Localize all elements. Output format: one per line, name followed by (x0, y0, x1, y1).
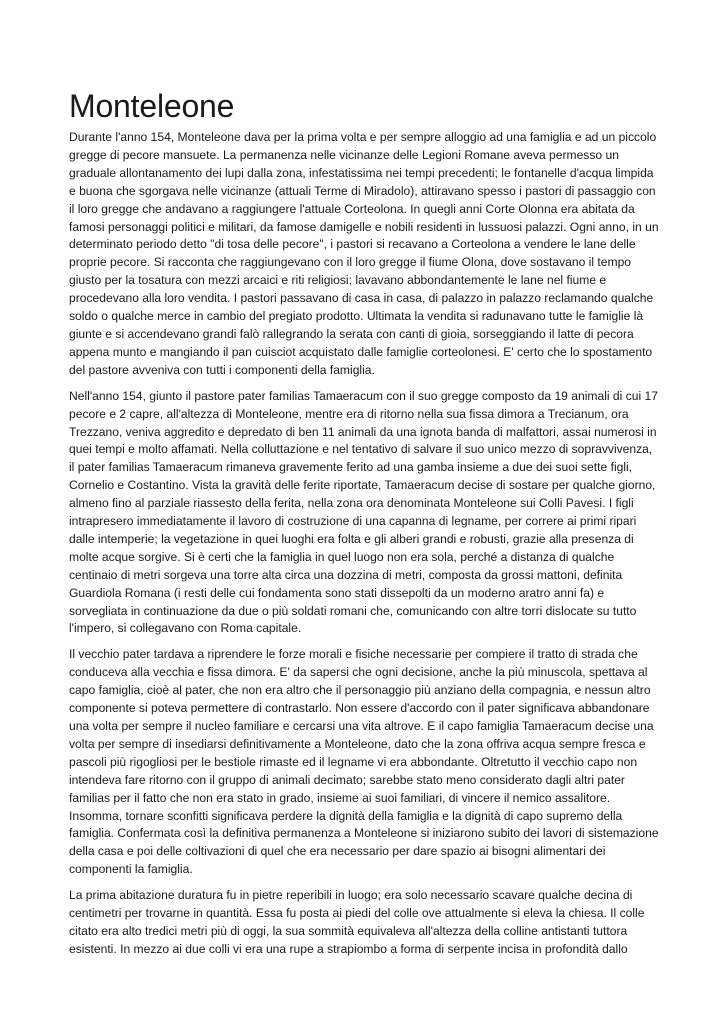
paragraph-1: Durante l'anno 154, Monteleone dava per la prima volta e per sempre alloggio ad una famiglia e ad un piccolo gregge di pecore mansuete. La permanenza nelle vicinanze delle Legioni Romane aveva permesso un graduale allontanamento dei lupi dalla zona, infestatissima nei tempi precedenti; le fontanelle d'acqua limpida e buona che sgorgava nelle vicinanze (attuali Terme di Miradolo), attiravano spesso i pastori di passaggio con il loro gregge che andavano a raggiungere l'attuale Corteolona. In quegli anni Corte Olonna era abitata da famosi personaggi politici e militari, da famose damigelle e nobili residenti in lussuosi palazzi. Ogni anno, in un determinato periodo detto "di tosa delle pecore", i pastori si recavano a Corteolona a vendere le lane delle proprie pecore. Si racconta che raggiungevano con il loro gregge il fiume Olona, dove sostavano il tempo giusto per la tosatura con mezzi arcaici e riti religiosi; lavavano abbondantemente le lane nel fiume e procedevano alla loro vendita. I pastori passavano di casa in casa, di palazzo in palazzo reclamando qualche soldo o qualche merce in cambio del pregiato prodotto. Ultimata la vendita si radunavano tutte le famiglie là giunte e si accendevano grandi falò rallegrando la serata con canti di gioia, sorseggiando il latte di pecora appena munto e mangiando il pan cuisciot acquistato dalle famiglie corteolonesi. E' certo che lo spostamento del pastore avveniva con tutti i componenti della famiglia. (69, 130, 659, 377)
paragraph-3: Il vecchio pater tardava a riprendere le forze morali e fisiche necessarie per compiere il tratto di strada che conduceva alla vecchia e fissa dimora. E' da sapersi che ogni decisione, anche la più minuscola, spettava al capo famiglia, cioè al pater, che non era altro che il personaggio più anziano della compagnia, e nessun altro componente si poteva permettere di contrastarlo. Non essere d'accordo con il pater significava abbandonare una volta per sempre il nucleo familiare e cercarsi una vita altrove. E il capo famiglia Tamaeracum decise una volta per sempre di insediarsi definitivamente a Monteleone, dato che la zona offriva acqua sempre fresca e pascoli più rigogliosi per le bestiole rimaste ed il legname vi era abbondante. Oltretutto il vecchio capo non intendeva fare ritorno con il gruppo di animali decimato; sarebbe stato meno considerato dagli altri pater familias per il fatto che non era stato in grado, insieme ai suoi familiari, di vincere il nemico assalitore. Insomma, tornare sconfitti significava perdere la dignità della famiglia e la dignità di capo supremo della famiglia. Confermata così la definitiva permanenza a Monteleone si iniziarono subito dei lavori di sistemazione della casa e poi delle coltivazioni di quel che era necessario per dare spazio ai bisogni alimentari dei componenti la famiglia. (69, 647, 659, 877)
document-title: Monteleone (69, 88, 235, 124)
paragraph-4: La prima abitazione duratura fu in pietre reperibili in luogo; era solo necessario scavare qualche decina di centimetri per trovarne in quantità. Essa fu posta ai piedi del colle ove attualmente si eleva la chiesa. Il colle citato era alto tredici metri più di oggi, la sua sommità equivaleva all'altezza della colline antistanti tuttora esistenti. In mezzo ai due colli vi era una rupe a strapiombo a forma di serpente incisa in profondità dallo (69, 888, 645, 956)
document-page (69, 86, 659, 967)
paragraph-2: Nell'anno 154, giunto il pastore pater familias Tamaeracum con il suo gregge composto da 19 animali di cui 17 pecore e 2 capre, all'altezza di Monteleone, mentre era di ritorno nella sua fissa dimora a Trecianum, ora Trezzano, veniva aggredito e depredato di ben 11 animali da una ignota banda di malfattori, assai numerosi in quei tempi e molto affamati. Nella colluttazione e nel tentativo di salvare il suo unico mezzo di sopravvivenza, il pater familias Tamaeracum rimaneva gravemente ferito ad una gamba insieme a due dei suoi sette figli, Cornelio e Costantino. Vista la gravità delle ferite riportate, Tamaeracum decise di sostare per qualche giorno, almeno fino al parziale riassesto della ferita, nella zona ora denominata Monteleone sui Colli Pavesi. I figli intrapresero immediatamente il lavoro di costruzione di una capanna di legname, per correre ai primi ripari dalle intemperie; la vegetazione in quei luoghi era folta e gli alberi grandi e robusti, grazie alla presenza di molte acque sorgive. Si è certi che la famiglia in quel luogo non era sola, perché a distanza di qualche centinaio di metri sorgeva una torre alta circa una dozzina di metri, composta da grossi mattoni, definita Guardiola Romana (i resti delle cui fondamenta sono stati dissepolti da un moderno aratro anni fa) e sorvegliata in continuazione da due o più soldati romani che, comunicando con altre torri dislocate su tutto l'impero, si collegavano con Roma capitale. (69, 388, 658, 636)
